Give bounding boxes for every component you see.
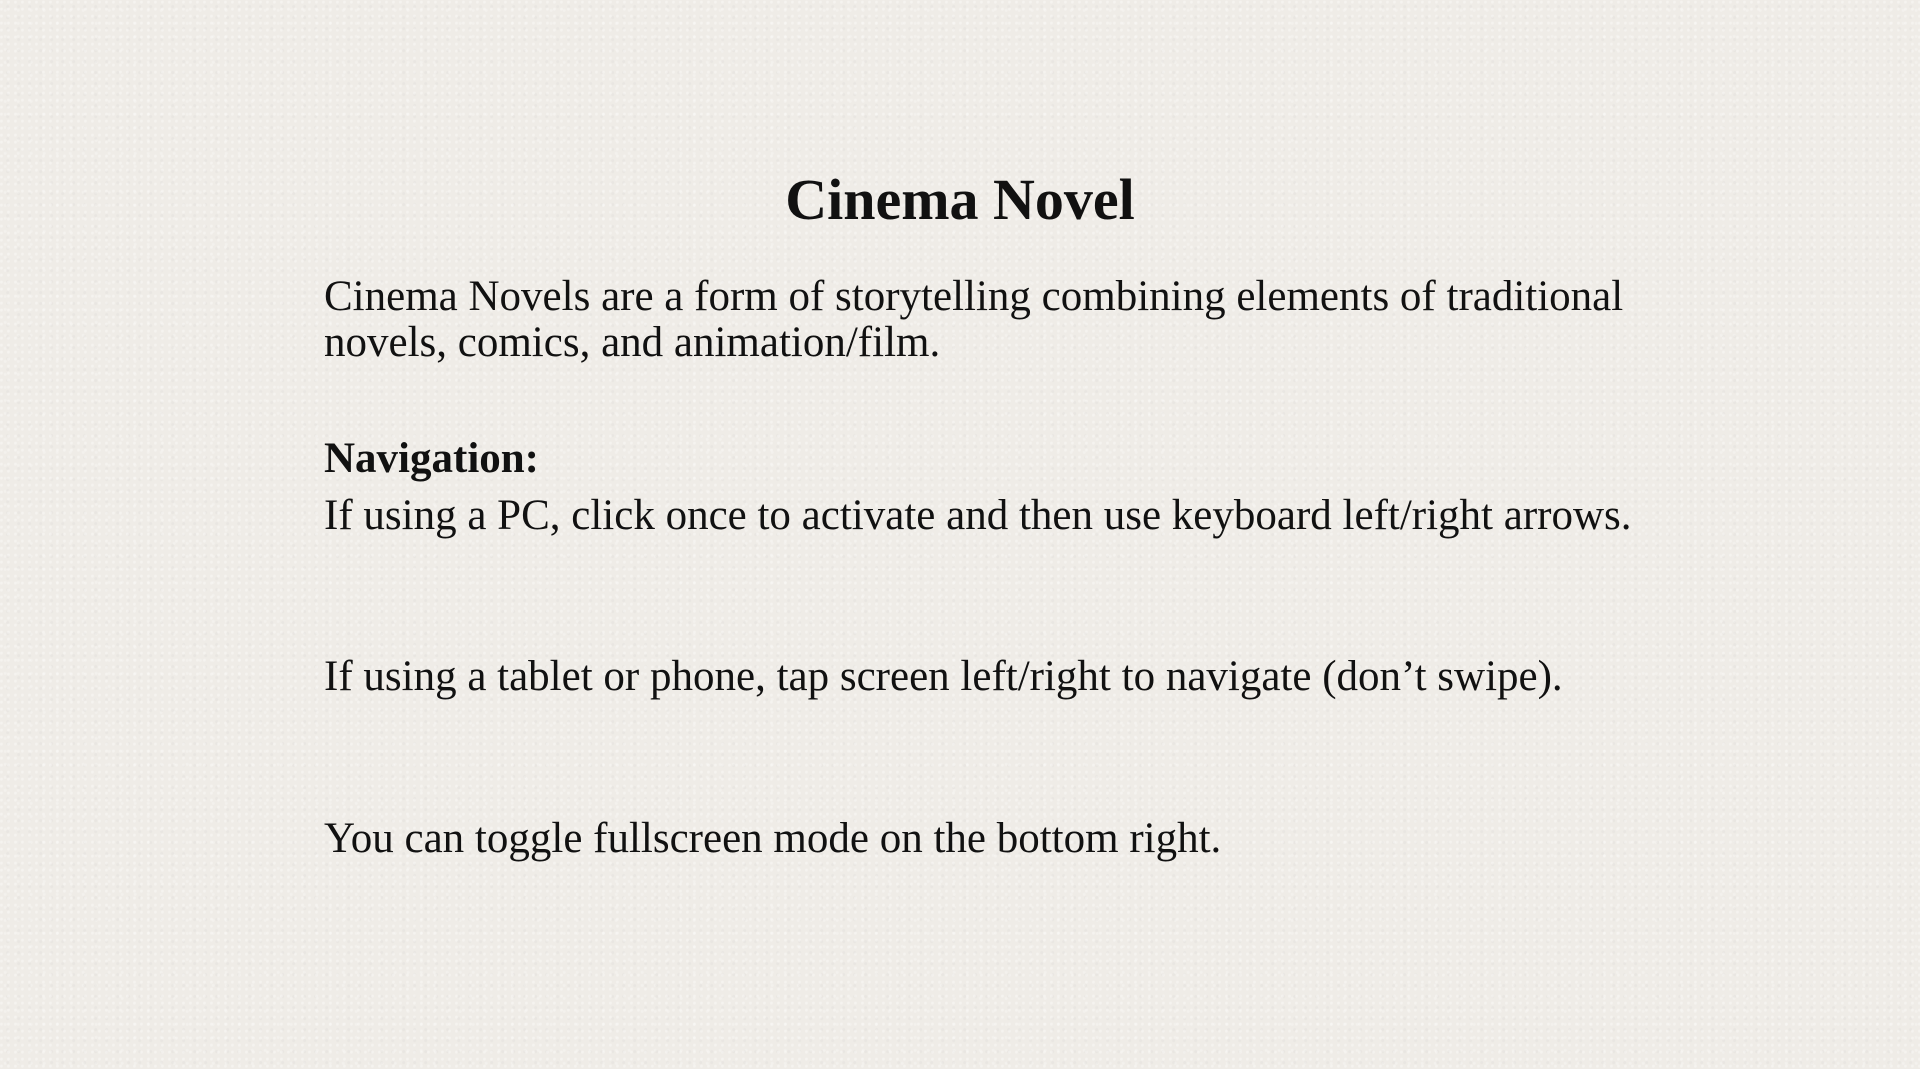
fullscreen-instructions: You can toggle fullscreen mode on the bottom right. xyxy=(324,815,1222,862)
tablet-instructions: If using a tablet or phone, tap screen left/right to navigate (don’t swipe). xyxy=(324,653,1563,700)
page-title: Cinema Novel xyxy=(785,167,1135,232)
navigation-heading: Navigation: xyxy=(324,435,539,482)
pc-instructions: If using a PC, click once to activate and then use keyboard left/right arrows. xyxy=(324,492,1632,539)
intro-paragraph: Cinema Novels are a form of storytelling combining elements of traditional novels, comics, and animation/film. xyxy=(324,273,1624,366)
